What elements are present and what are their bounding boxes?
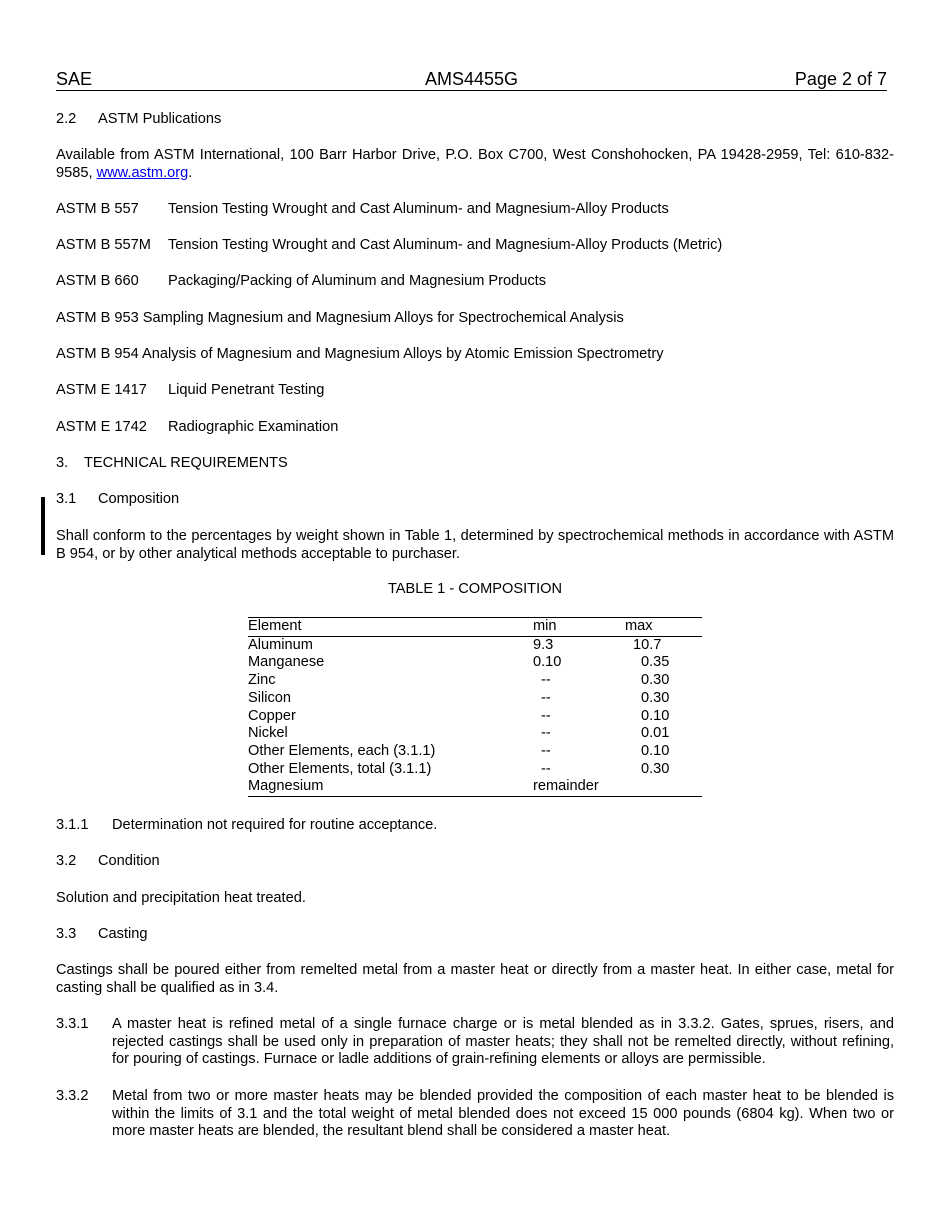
cell-min: --: [541, 672, 551, 689]
table-row: [248, 761, 702, 779]
section-3-3-2: [56, 1088, 894, 1142]
table-row: [248, 690, 702, 708]
astm-availability-paragraph: [56, 147, 894, 182]
section-3-2-heading: [56, 853, 894, 871]
column-header-max: max: [625, 618, 702, 637]
cell-element: Manganese: [248, 654, 325, 671]
section-title: TECHNICAL REQUIREMENTS: [84, 455, 288, 471]
reference-item: [56, 273, 546, 291]
section-number: 3.1.1: [56, 817, 89, 833]
astm-availability-text: Available from ASTM International, 100 Barr Harbor Drive, P.O. Box C700, West Conshohocken, PA 19428-2959, Tel: 610-832-9585,: [56, 147, 894, 181]
reference-text: ASTM B 954 Analysis of Magnesium and Magnesium Alloys by Atomic Emission Spectrometry: [56, 346, 664, 362]
page-header: [56, 68, 887, 91]
reference-code: ASTM B 660: [56, 273, 139, 289]
table-row: [248, 778, 702, 796]
cell-min: --: [541, 760, 551, 777]
section-3-3-heading: [56, 926, 894, 944]
reference-code: ASTM E 1417: [56, 382, 147, 398]
cell-element: Other Elements, each (3.1.1): [248, 742, 436, 759]
table-row: [248, 636, 702, 654]
header-page-number: Page 2 of 7: [794, 69, 887, 89]
table-row: [248, 725, 702, 743]
section-number: 2.2: [56, 111, 77, 127]
reference-item: [56, 201, 669, 219]
cell-element: Nickel: [248, 725, 288, 742]
composition-table: [248, 617, 702, 797]
astm-website-link[interactable]: www.astm.org: [96, 164, 189, 181]
cell-min: 0.10: [533, 654, 562, 671]
section-3-1-heading: [56, 491, 894, 509]
cell-min: 9.3: [533, 636, 554, 653]
table-row: [248, 654, 702, 672]
cell-max: 10.7: [633, 636, 662, 653]
table-row: [248, 708, 702, 726]
header-doc-id: AMS4455G: [424, 69, 519, 89]
section-title: Condition: [98, 853, 160, 869]
cell-max: 0.10: [641, 707, 670, 724]
section-text: Metal from two or more master heats may be blended provided the composition of each master heat to be blended is within the limits of 3.1 and the total weight of metal blended does not exceed 15 000 pounds (6804 kg). When two or more master heats are blended, the resultant blend shall be considered a master heat.: [112, 1088, 894, 1140]
reference-code: ASTM B 557M: [56, 237, 151, 253]
section-number: 3.3.1: [56, 1016, 89, 1032]
cell-element: Silicon: [248, 689, 291, 706]
section-3-1-1: [56, 817, 894, 835]
cell-element: Magnesium: [248, 778, 324, 795]
reference-title: Tension Testing Wrought and Cast Aluminum- and Magnesium-Alloy Products: [168, 201, 669, 217]
reference-item: [56, 346, 664, 364]
section-number: 3.2: [56, 853, 77, 869]
section-text: Determination not required for routine acceptance.: [112, 817, 438, 833]
section-3-3-1: [56, 1016, 894, 1070]
section-title: Casting: [98, 926, 148, 942]
cell-max: 0.01: [641, 725, 670, 742]
section-number: 3.1: [56, 491, 77, 507]
cell-max: 0.35: [641, 654, 670, 671]
reference-code: ASTM B 557: [56, 201, 139, 217]
cell-max: [625, 778, 702, 796]
reference-title: Packaging/Packing of Aluminum and Magnesium Products: [168, 273, 547, 289]
section-3-heading: [56, 455, 894, 473]
section-title: Composition: [98, 491, 180, 507]
cell-min: --: [541, 725, 551, 742]
cell-element: Other Elements, total (3.1.1): [248, 760, 432, 777]
cell-min: --: [541, 742, 551, 759]
cell-max: 0.30: [641, 672, 670, 689]
cell-max: 0.10: [641, 742, 670, 759]
table-caption: TABLE 1 - COMPOSITION: [387, 581, 563, 597]
reference-item: [56, 237, 722, 255]
cell-min: --: [541, 707, 551, 724]
section-title: ASTM Publications: [98, 111, 222, 127]
reference-title: Radiographic Examination: [168, 419, 339, 435]
revision-change-bar: [41, 497, 45, 555]
casting-paragraph: Castings shall be poured either from remelted metal from a master heat or directly from a master heat. In either case, metal for casting shall be qualified as in 3.4.: [56, 962, 894, 996]
cell-min: remainder: [533, 778, 599, 795]
table-row: [248, 672, 702, 690]
astm-availability-tail: .: [188, 164, 193, 181]
table-header-row: [248, 618, 702, 637]
cell-element: Copper: [248, 707, 296, 724]
column-header-element: Element: [248, 618, 533, 637]
reference-text: ASTM B 953 Sampling Magnesium and Magnesium Alloys for Spectrochemical Analysis: [56, 310, 624, 326]
reference-title: Liquid Penetrant Testing: [168, 382, 325, 398]
reference-title: Tension Testing Wrought and Cast Aluminum- and Magnesium-Alloy Products (Metric): [168, 237, 723, 253]
composition-paragraph: Shall conform to the percentages by weight shown in Table 1, determined by spectrochemical methods in accordance with ASTM B 954, or by other analytical methods acceptable to purchaser.: [56, 528, 894, 562]
condition-paragraph: Solution and precipitation heat treated.: [56, 890, 306, 906]
reference-item: [56, 382, 324, 400]
table-row: [248, 743, 702, 761]
cell-max: 0.30: [641, 760, 670, 777]
cell-max: 0.30: [641, 689, 670, 706]
section-number: 3.3.2: [56, 1088, 89, 1104]
cell-element: Aluminum: [248, 636, 313, 653]
reference-item: [56, 310, 624, 328]
column-header-min: min: [533, 618, 625, 637]
cell-element: Zinc: [248, 672, 276, 689]
reference-item: [56, 419, 338, 437]
header-org: SAE: [56, 69, 93, 89]
section-2-2-heading: [56, 111, 894, 129]
section-number: 3.: [56, 455, 69, 471]
reference-code: ASTM E 1742: [56, 419, 147, 435]
cell-min: --: [541, 689, 551, 706]
section-text: A master heat is refined metal of a single furnace charge or is metal blended as in 3.3.2. Gates, sprues, risers, and rejected castings shall be used only in preparation of master heats; they shall not be remelted directly, without refining, for pouring of castings. Furnace or ladle additions of grain-refining elements or alloys are permissible.: [112, 1016, 894, 1068]
section-number: 3.3: [56, 926, 77, 942]
